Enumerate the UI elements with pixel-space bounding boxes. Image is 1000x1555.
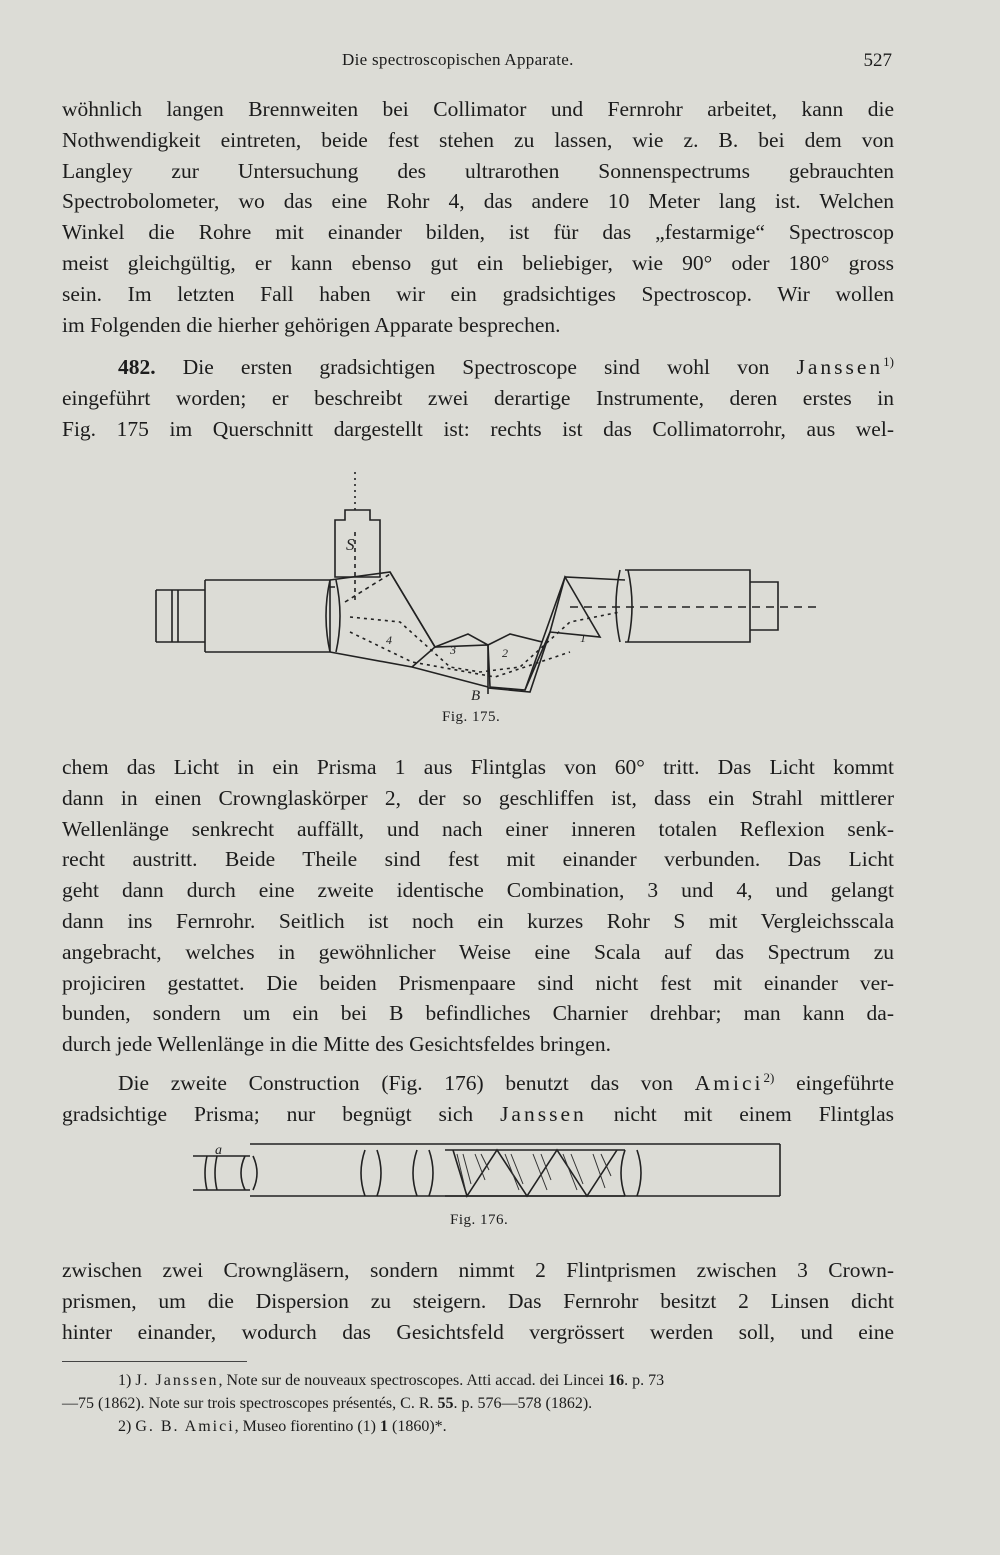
author-name: Amici bbox=[694, 1071, 764, 1096]
figure-176-caption: Fig. 176. bbox=[450, 1212, 509, 1228]
author-name: Janssen bbox=[500, 1101, 587, 1126]
paragraph-2 bbox=[62, 752, 894, 1060]
text-line: Fig. 175 im Querschnitt dargestellt ist: rechts ist das Collimatorrohr, aus wel- bbox=[62, 416, 894, 441]
text-run: —75 (1862). Note sur trois spectroscopes présentés, C. R. bbox=[62, 1395, 438, 1412]
text-line: durch jede Wellenlänge in die Mitte des Gesichtsfeldes bringen. bbox=[62, 1032, 611, 1057]
text-line: dann in einen Crownglaskörper 2, der so geschliffen ist, dass ein Strahl mittlerer bbox=[62, 785, 894, 810]
text-run: nicht mit einem Flintglas bbox=[586, 1101, 894, 1126]
label-S: S bbox=[346, 535, 355, 554]
label-prism-2: 2 bbox=[502, 646, 508, 660]
footnote-1-continued bbox=[62, 1392, 894, 1415]
text-line: recht austritt. Beide Theile sind fest mit einander verbunden. Das Licht bbox=[62, 847, 894, 872]
text-run: , Museo fiorentino (1) bbox=[234, 1418, 380, 1435]
label-prism-1: 1 bbox=[580, 631, 586, 645]
text-line: Spectrobolometer, wo das eine Rohr 4, das andere 10 Meter lang ist. Welchen bbox=[62, 189, 894, 214]
figure-175 bbox=[150, 462, 830, 702]
volume-number: 55 bbox=[437, 1395, 454, 1412]
paragraph-1 bbox=[62, 94, 894, 340]
text-run: eingeführte bbox=[774, 1071, 894, 1096]
paragraph-4 bbox=[62, 1255, 894, 1347]
text-line: dann ins Fernrohr. Seitlich ist noch ein kurzes Rohr S mit Vergleichsscala bbox=[62, 908, 894, 933]
footnotes bbox=[62, 1369, 894, 1438]
text-run: Die ersten gradsichtigen Spectroscope sind wohl von bbox=[155, 355, 797, 380]
footnote-number: 2) bbox=[118, 1418, 132, 1435]
text-line: wöhnlich langen Brennweiten bei Collimator und Fernrohr arbeitet, kann die bbox=[62, 97, 894, 121]
footnote-1 bbox=[62, 1369, 894, 1392]
footnote-rule bbox=[62, 1361, 247, 1362]
paragraph-3 bbox=[62, 1063, 894, 1130]
label-a: a bbox=[215, 1143, 222, 1158]
text-run: . p. 73 bbox=[624, 1372, 665, 1389]
text-run: Die zweite Construction (Fig. 176) benutzt das von bbox=[118, 1071, 695, 1096]
text-line: Wellenlänge senkrecht auffällt, und nach einer inneren totalen Reflexion senk- bbox=[62, 816, 894, 841]
volume-number: 1 bbox=[379, 1418, 388, 1435]
text-line: angebracht, welches in gewöhnlicher Weise eine Scala auf das Spectrum zu bbox=[62, 939, 894, 964]
text-line: meist gleichgültig, er kann ebenso gut ein beliebiger, wie 90° oder 180° gross bbox=[62, 250, 894, 275]
figure-175-drawing bbox=[150, 462, 830, 702]
text-line: hinter einander, wodurch das Gesichtsfeld vergrössert werden soll, und eine bbox=[62, 1319, 894, 1344]
author-name: Janssen bbox=[796, 355, 884, 380]
text-line: projiciren gestattet. Die beiden Prismenpaare sind nicht fest mit einander ver- bbox=[62, 970, 894, 995]
text-line: geht dann durch eine zweite identische Combination, 3 und 4, und gelangt bbox=[62, 878, 894, 903]
text-line: bunden, sondern um ein bei B befindliches Charnier drehbar; man kann da- bbox=[62, 1001, 894, 1026]
page-number: 527 bbox=[863, 50, 892, 71]
text-line: im Folgenden die hierher gehörigen Apparate besprechen. bbox=[62, 312, 561, 337]
text-line: prismen, um die Dispersion zu steigern. Das Fernrohr besitzt 2 Linsen dicht bbox=[62, 1288, 894, 1313]
text-run: (1860)*. bbox=[387, 1418, 447, 1435]
label-prism-4: 4 bbox=[386, 633, 392, 647]
author-name: G. B. Amici bbox=[135, 1418, 235, 1435]
figure-175-caption: Fig. 175. bbox=[442, 709, 501, 725]
label-prism-3: 3 bbox=[450, 643, 456, 657]
text-line bbox=[62, 1099, 894, 1130]
footnote-mark: 2) bbox=[763, 1070, 775, 1085]
text-run: gradsichtige Prisma; nur begnügt sich bbox=[62, 1101, 501, 1126]
text-line: Winkel die Rohre mit einander bilden, ist für das „festarmige“ Spectroscop bbox=[62, 220, 894, 245]
text-run: , Note sur de nouveaux spectroscopes. Atti accad. dei Lincei bbox=[218, 1372, 609, 1389]
text-line: Nothwendigkeit eintreten, beide fest stehen zu lassen, wie z. B. bei dem von bbox=[62, 127, 894, 152]
text-line: eingeführt worden; er beschreibt zwei derartige Instrumente, deren erstes in bbox=[62, 385, 894, 410]
text-line: Langley zur Untersuchung des ultrarothen Sonnenspectrums gebrauchten bbox=[62, 158, 894, 183]
author-name: J. Janssen bbox=[135, 1372, 219, 1389]
running-header bbox=[62, 50, 892, 80]
text-line: chem das Licht in ein Prisma 1 aus Flintglas von 60° tritt. Das Licht kommt bbox=[62, 755, 894, 779]
running-title: Die spectroscopischen Apparate. bbox=[342, 50, 574, 69]
label-hinge-B: B bbox=[471, 688, 481, 702]
footnote-mark: 1) bbox=[883, 354, 894, 369]
volume-number: 16 bbox=[608, 1372, 625, 1389]
section-482 bbox=[62, 347, 894, 445]
text-run: . p. 576—578 (1862). bbox=[453, 1395, 593, 1412]
section-number: 482. bbox=[118, 355, 156, 380]
figure-176-drawing bbox=[185, 1140, 790, 1202]
text-line bbox=[62, 1063, 894, 1099]
text-line: zwischen zwei Crowngläsern, sondern nimmt 2 Flintprismen zwischen 3 Crown- bbox=[62, 1258, 894, 1282]
figure-176 bbox=[185, 1140, 790, 1202]
text-line bbox=[62, 347, 894, 383]
footnote-2 bbox=[62, 1415, 894, 1438]
footnote-number: 1) bbox=[118, 1372, 132, 1389]
text-line: sein. Im letzten Fall haben wir ein gradsichtiges Spectroscop. Wir wollen bbox=[62, 281, 894, 306]
